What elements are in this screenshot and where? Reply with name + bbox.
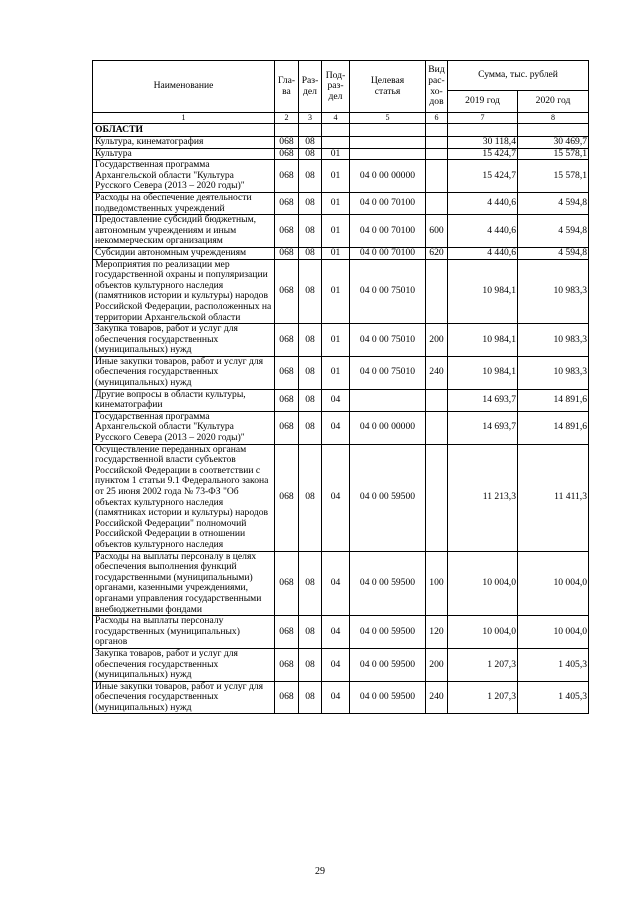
budget-table — [92, 60, 589, 714]
item-podrazdel: 04 — [322, 444, 350, 551]
item-name: Культура, кинематография — [93, 137, 275, 149]
item-target: 04 0 00 59500 — [350, 444, 426, 551]
item-sum-2019: 1 207,3 — [448, 648, 518, 681]
header-glava: Гла- ва — [275, 61, 299, 113]
item-glava: 068 — [275, 148, 299, 160]
item-target — [350, 137, 426, 149]
table-row — [93, 324, 589, 357]
item-podrazdel: 01 — [322, 356, 350, 389]
header-2019: 2019 год — [448, 91, 518, 113]
item-vid: 100 — [426, 551, 448, 616]
item-name: Предоставление субсидий бюджетным, автономным учреждениям и иным некоммерческим организациям — [93, 215, 275, 248]
header-2020: 2020 год — [518, 91, 589, 113]
item-name: Расходы на обеспечение деятельности подведомственных учреждений — [93, 192, 275, 214]
column-number: 5 — [350, 113, 426, 124]
item-vid: 240 — [426, 681, 448, 714]
item-vid — [426, 192, 448, 214]
column-number: 3 — [299, 113, 322, 124]
item-vid: 240 — [426, 356, 448, 389]
item-name: Осуществление переданных органам государственной власти субъектов Российской Федерации в соответствии с пунктом 1 статьи 9.1 Федерального закона от 25 июня 2002 года № 73-ФЗ "Об объектах культурного наследия (памятниках истории и культуры) народов Российской Федерации" полномочий Российской Федерации в отношении объектов культурного наследия — [93, 444, 275, 551]
table-row — [93, 389, 589, 411]
item-sum-2019: 15 424,7 — [448, 160, 518, 193]
table-row — [93, 356, 589, 389]
item-vid — [426, 411, 448, 444]
column-number: 4 — [322, 113, 350, 124]
table-row — [93, 551, 589, 616]
item-podrazdel: 01 — [322, 259, 350, 324]
item-razdel: 08 — [299, 247, 322, 259]
item-sum-2019: 30 118,4 — [448, 137, 518, 149]
item-vid — [426, 137, 448, 149]
item-sum-2020: 10 983,3 — [518, 356, 589, 389]
item-glava: 068 — [275, 160, 299, 193]
item-sum-2020: 10 004,0 — [518, 551, 589, 616]
item-target: 04 0 00 75010 — [350, 324, 426, 357]
item-name: Расходы на выплаты персоналу государственных (муниципальных) органов — [93, 616, 275, 649]
item-sum-2019: 4 440,6 — [448, 247, 518, 259]
item-vid — [426, 259, 448, 324]
item-sum-2020: 10 983,3 — [518, 259, 589, 324]
item-razdel: 08 — [299, 137, 322, 149]
item-vid: 120 — [426, 616, 448, 649]
item-sum-2020: 4 594,8 — [518, 192, 589, 214]
table-row — [93, 160, 589, 193]
item-sum-2020: 14 891,6 — [518, 389, 589, 411]
table-row — [93, 259, 589, 324]
item-razdel: 08 — [299, 160, 322, 193]
item-podrazdel: 04 — [322, 551, 350, 616]
column-number: 2 — [275, 113, 299, 124]
item-razdel: 08 — [299, 356, 322, 389]
item-sum-2019: 10 004,0 — [448, 551, 518, 616]
item-razdel: 08 — [299, 324, 322, 357]
item-vid — [426, 444, 448, 551]
item-target — [350, 389, 426, 411]
item-sum-2020: 11 411,3 — [518, 444, 589, 551]
item-sum-2019: 11 213,3 — [448, 444, 518, 551]
item-podrazdel: 04 — [322, 616, 350, 649]
item-sum-2020: 4 594,8 — [518, 215, 589, 248]
item-glava: 068 — [275, 444, 299, 551]
column-number: 8 — [518, 113, 589, 124]
item-sum-2019: 10 004,0 — [448, 616, 518, 649]
item-sum-2019: 4 440,6 — [448, 192, 518, 214]
item-target: 04 0 00 70100 — [350, 215, 426, 248]
item-sum-2020: 15 578,1 — [518, 160, 589, 193]
item-razdel: 08 — [299, 411, 322, 444]
table-row — [93, 616, 589, 649]
item-podrazdel: 01 — [322, 148, 350, 160]
column-number: 1 — [93, 113, 275, 124]
table-row — [93, 411, 589, 444]
item-glava: 068 — [275, 681, 299, 714]
item-podrazdel: 04 — [322, 681, 350, 714]
item-sum-2020: 4 594,8 — [518, 247, 589, 259]
header-name: Наименование — [93, 61, 275, 113]
item-glava: 068 — [275, 389, 299, 411]
item-name: Закупка товаров, работ и услуг для обеспечения государственных (муниципальных) нужд — [93, 648, 275, 681]
section-title: ОБЛАСТИ — [93, 124, 275, 137]
item-target: 04 0 00 75010 — [350, 356, 426, 389]
item-name: Иные закупки товаров, работ и услуг для обеспечения государственных (муниципальных) нужд — [93, 356, 275, 389]
table-row — [93, 215, 589, 248]
item-name: Мероприятия по реализации мер государственной охраны и популяризации объектов культурного наследия (памятников истории и культуры) народов Российской Федерации, расположенных на территории Архангельской области — [93, 259, 275, 324]
item-vid — [426, 389, 448, 411]
item-razdel: 08 — [299, 681, 322, 714]
item-target: 04 0 00 00000 — [350, 411, 426, 444]
item-name: Закупка товаров, работ и услуг для обеспечения государственных (муниципальных) нужд — [93, 324, 275, 357]
item-name: Государственная программа Архангельской области "Культура Русского Севера (2013 – 2020 годы)" — [93, 160, 275, 193]
item-razdel: 08 — [299, 215, 322, 248]
item-glava: 068 — [275, 137, 299, 149]
item-vid — [426, 160, 448, 193]
item-sum-2019: 10 984,1 — [448, 259, 518, 324]
table-row — [93, 247, 589, 259]
item-glava: 068 — [275, 324, 299, 357]
item-target: 04 0 00 59500 — [350, 551, 426, 616]
item-podrazdel: 01 — [322, 160, 350, 193]
item-sum-2020: 10 983,3 — [518, 324, 589, 357]
column-number: 6 — [426, 113, 448, 124]
item-name: Культура — [93, 148, 275, 160]
item-target: 04 0 00 70100 — [350, 192, 426, 214]
column-number-row — [93, 113, 589, 124]
item-razdel: 08 — [299, 192, 322, 214]
item-sum-2020: 14 891,6 — [518, 411, 589, 444]
item-podrazdel: 01 — [322, 324, 350, 357]
item-podrazdel: 04 — [322, 648, 350, 681]
item-sum-2019: 1 207,3 — [448, 681, 518, 714]
item-name: Иные закупки товаров, работ и услуг для обеспечения государственных (муниципальных) нужд — [93, 681, 275, 714]
table-row — [93, 648, 589, 681]
item-name: Субсидии автономным учреждениям — [93, 247, 275, 259]
item-glava: 068 — [275, 551, 299, 616]
item-podrazdel: 01 — [322, 215, 350, 248]
item-target: 04 0 00 59500 — [350, 681, 426, 714]
header-razdel: Раз- дел — [299, 61, 322, 113]
section-row — [93, 124, 589, 137]
item-target: 04 0 00 59500 — [350, 648, 426, 681]
item-sum-2019: 4 440,6 — [448, 215, 518, 248]
item-sum-2020: 15 578,1 — [518, 148, 589, 160]
table-row — [93, 137, 589, 149]
item-sum-2019: 15 424,7 — [448, 148, 518, 160]
item-target — [350, 148, 426, 160]
table-row — [93, 192, 589, 214]
item-glava: 068 — [275, 616, 299, 649]
item-glava: 068 — [275, 192, 299, 214]
item-glava: 068 — [275, 356, 299, 389]
table-body — [93, 113, 589, 714]
item-razdel: 08 — [299, 389, 322, 411]
item-glava: 068 — [275, 648, 299, 681]
header-vid: Вид рас- хо- дов — [426, 61, 448, 113]
item-target: 04 0 00 00000 — [350, 160, 426, 193]
page-number: 29 — [315, 866, 325, 877]
item-sum-2019: 14 693,7 — [448, 389, 518, 411]
item-target: 04 0 00 75010 — [350, 259, 426, 324]
item-razdel: 08 — [299, 444, 322, 551]
item-vid: 200 — [426, 648, 448, 681]
item-podrazdel: 04 — [322, 411, 350, 444]
budget-document — [92, 60, 588, 714]
item-target: 04 0 00 70100 — [350, 247, 426, 259]
item-vid: 200 — [426, 324, 448, 357]
item-vid: 600 — [426, 215, 448, 248]
item-sum-2020: 30 469,7 — [518, 137, 589, 149]
item-podrazdel: 01 — [322, 192, 350, 214]
item-vid: 620 — [426, 247, 448, 259]
item-sum-2019: 10 984,1 — [448, 356, 518, 389]
column-number: 7 — [448, 113, 518, 124]
item-podrazdel: 04 — [322, 389, 350, 411]
item-razdel: 08 — [299, 648, 322, 681]
item-glava: 068 — [275, 215, 299, 248]
item-glava: 068 — [275, 411, 299, 444]
item-razdel: 08 — [299, 259, 322, 324]
item-target: 04 0 00 59500 — [350, 616, 426, 649]
item-vid — [426, 148, 448, 160]
item-sum-2020: 10 004,0 — [518, 616, 589, 649]
item-sum-2019: 10 984,1 — [448, 324, 518, 357]
item-razdel: 08 — [299, 616, 322, 649]
item-sum-2019: 14 693,7 — [448, 411, 518, 444]
item-glava: 068 — [275, 259, 299, 324]
table-row — [93, 148, 589, 160]
item-glava: 068 — [275, 247, 299, 259]
item-name: Расходы на выплаты персоналу в целях обеспечения выполнения функций государственными (муниципальными) органами, казенными учреждениями, органами управления государственными внебюджетными фондами — [93, 551, 275, 616]
header-podrazdel: Под- раз- дел — [322, 61, 350, 113]
table-row — [93, 681, 589, 714]
item-name: Другие вопросы в области культуры, кинематографии — [93, 389, 275, 411]
item-podrazdel: 01 — [322, 247, 350, 259]
table-row — [93, 444, 589, 551]
item-sum-2020: 1 405,3 — [518, 648, 589, 681]
item-podrazdel — [322, 137, 350, 149]
item-sum-2020: 1 405,3 — [518, 681, 589, 714]
item-name: Государственная программа Архангельской области "Культура Русского Севера (2013 – 2020 годы)" — [93, 411, 275, 444]
item-razdel: 08 — [299, 148, 322, 160]
header-sum: Сумма, тыс. рублей — [448, 61, 589, 91]
header-target: Целевая статья — [350, 61, 426, 113]
item-razdel: 08 — [299, 551, 322, 616]
